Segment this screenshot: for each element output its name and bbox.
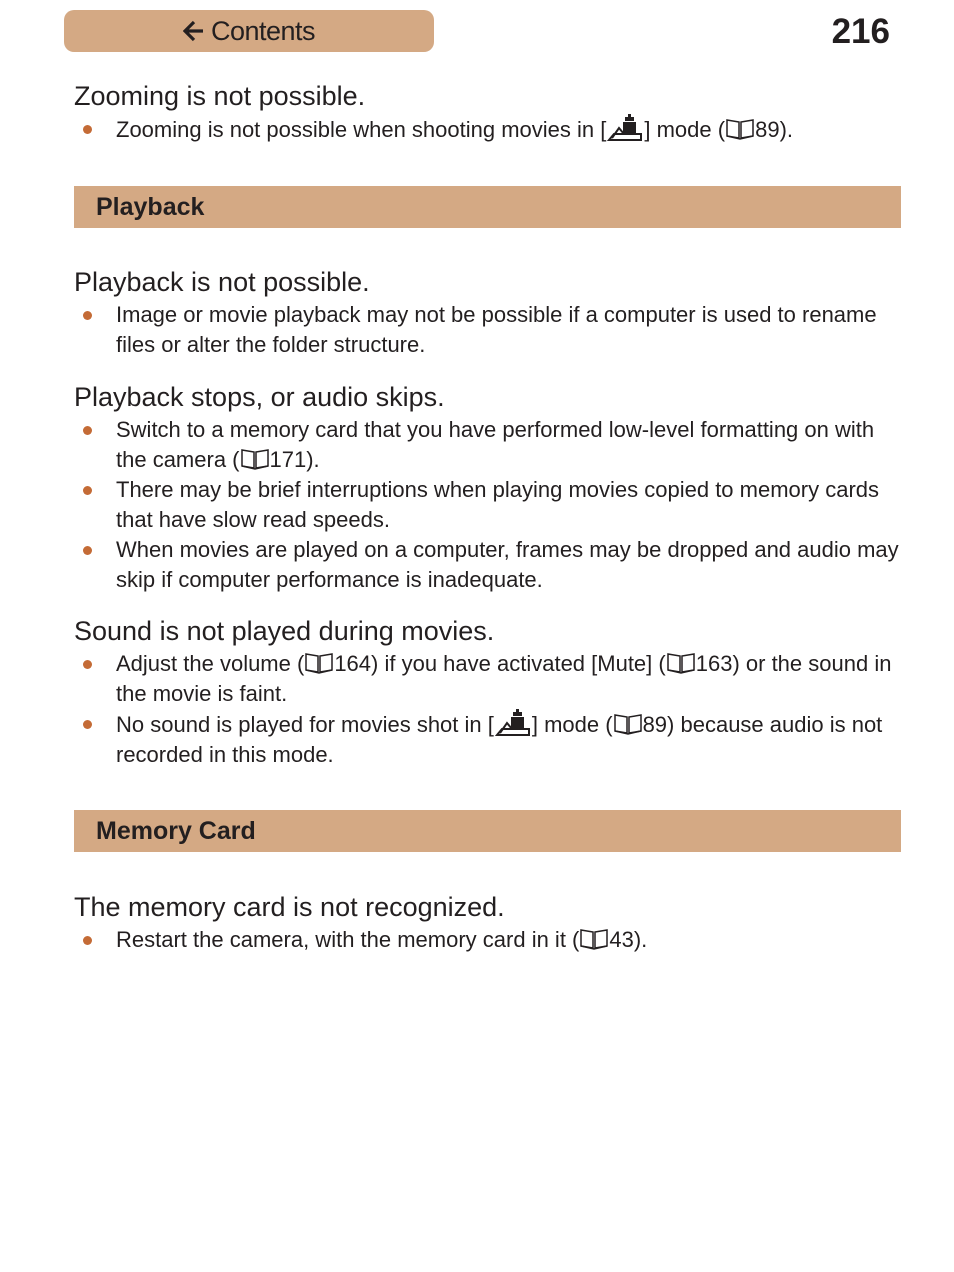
bullet-list-playback-not-possible bbox=[74, 300, 904, 360]
bullet-dot-icon bbox=[83, 936, 92, 945]
movie-digest-mode-icon bbox=[494, 709, 532, 737]
book-reference-icon bbox=[240, 448, 270, 470]
topic-heading-zoom: Zooming is not possible. bbox=[74, 81, 366, 111]
bullet-dot-icon bbox=[83, 426, 92, 435]
book-reference-icon bbox=[613, 713, 643, 735]
section-title: Playback bbox=[96, 192, 205, 221]
list-item: There may be brief interruptions when playing movies copied to memory cards that have slow read speeds. bbox=[74, 475, 904, 535]
contents-button[interactable] bbox=[64, 10, 434, 52]
list-item: Zooming is not possible when shooting movies in [ ] mode ( 89). bbox=[74, 114, 904, 145]
bullet-list-playback-stops bbox=[74, 415, 904, 595]
movie-digest-mode-icon bbox=[606, 114, 644, 142]
list-item: When movies are played on a computer, frames may be dropped and audio may skip if computer performance is inadequate. bbox=[74, 535, 904, 595]
list-item: Switch to a memory card that you have performed low-level formatting on with the camera ( 171). bbox=[74, 415, 904, 475]
bullet-dot-icon bbox=[83, 660, 92, 669]
topic-heading-playback-not-possible: Playback is not possible. bbox=[74, 267, 370, 297]
bullet-dot-icon bbox=[83, 486, 92, 495]
book-reference-icon bbox=[725, 118, 755, 140]
list-item: Restart the camera, with the memory card in it ( 43). bbox=[74, 925, 904, 955]
list-item: Image or movie playback may not be possible if a computer is used to rename files or alter the folder structure. bbox=[74, 300, 904, 360]
section-title: Memory Card bbox=[96, 816, 256, 845]
arrow-left-icon bbox=[183, 20, 205, 42]
bullet-dot-icon bbox=[83, 720, 92, 729]
topic-heading-playback-stops: Playback stops, or audio skips. bbox=[74, 382, 445, 412]
bullet-dot-icon bbox=[83, 125, 92, 134]
topic-heading-card-not-recognized: The memory card is not recognized. bbox=[74, 892, 505, 922]
list-item: No sound is played for movies shot in [ ] mode ( 89) because audio is not recorded in this mode. bbox=[74, 709, 904, 770]
list-item: Adjust the volume ( 164) if you have activated [Mute] ( 163) or the sound in the movie is faint. bbox=[74, 649, 904, 709]
page-number: 216 bbox=[831, 12, 890, 51]
bullet-list-sound-not-played bbox=[74, 649, 904, 770]
section-header-memory-card bbox=[74, 810, 901, 852]
bullet-dot-icon bbox=[83, 311, 92, 320]
bullet-list-card-not-recognized bbox=[74, 925, 904, 955]
bullet-dot-icon bbox=[83, 546, 92, 555]
book-reference-icon bbox=[666, 652, 696, 674]
section-header-playback bbox=[74, 186, 901, 228]
topic-heading-sound-not-played: Sound is not played during movies. bbox=[74, 616, 495, 646]
book-reference-icon bbox=[579, 928, 609, 950]
bullet-list-zoom bbox=[74, 114, 904, 145]
contents-label: Contents bbox=[210, 15, 316, 46]
book-reference-icon bbox=[304, 652, 334, 674]
